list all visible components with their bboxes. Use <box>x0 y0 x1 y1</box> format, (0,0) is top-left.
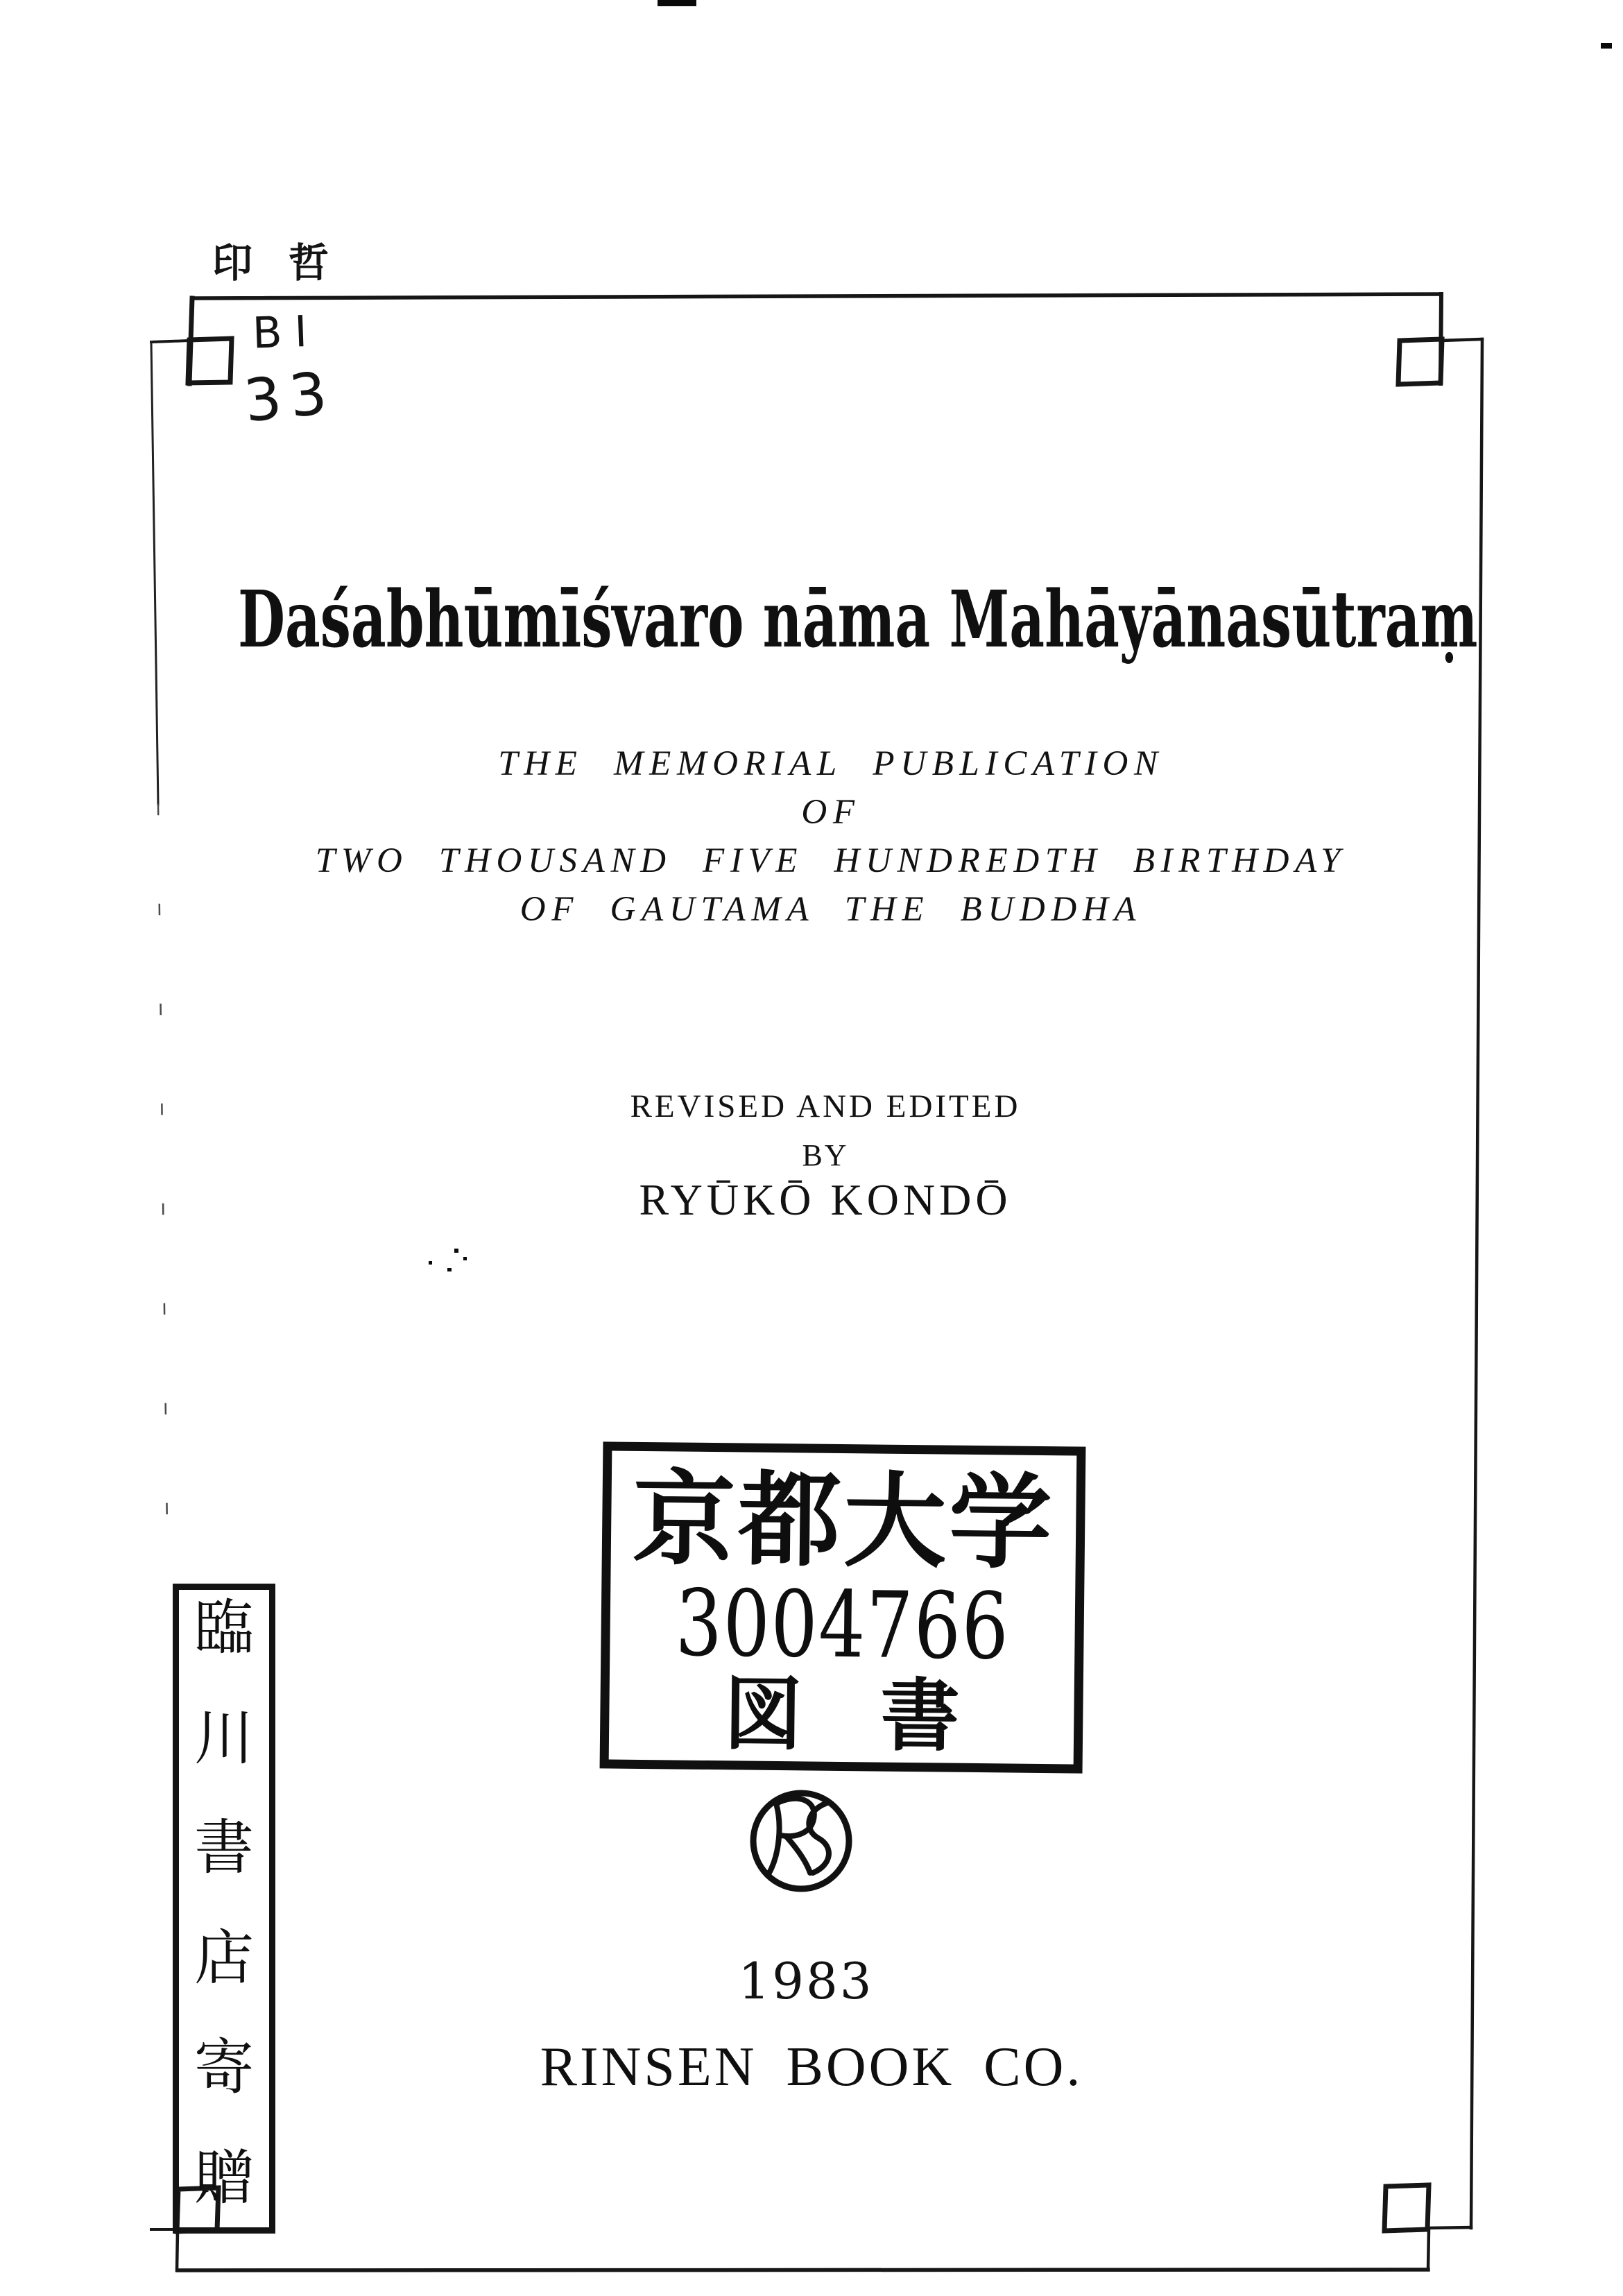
monogram-r-leg <box>787 1837 810 1873</box>
memorial-line: TWO THOUSAND FIVE HUNDREDTH BIRTHDAY <box>315 841 1347 880</box>
library-stamp-category <box>723 1668 961 1763</box>
donor-stamp-char: 川 <box>194 1703 254 1773</box>
classification-stamp <box>212 239 329 286</box>
memorial-dedication <box>19 739 1623 934</box>
frame-corner-square-top-left <box>188 339 232 383</box>
donor-stamp-char: 臨 <box>194 1593 254 1663</box>
memorial-line: THE MEMORIAL PUBLICATION <box>498 744 1164 783</box>
monogram-r-stem <box>768 1804 780 1874</box>
frame-tick-bottom-right <box>1427 2227 1471 2228</box>
handwritten-call-number-line2: 33 <box>241 358 338 436</box>
publisher-name: RINSEN BOOK CO. <box>540 2037 1083 2098</box>
monogram-s-curve <box>809 1802 830 1873</box>
library-stamp-institution: 京都大学 <box>632 1459 1056 1584</box>
library-stamp <box>600 1441 1086 1773</box>
editor-by: BY <box>802 1138 849 1172</box>
library-stamp-category-char: 書 <box>879 1669 961 1763</box>
rinsen-rs-monogram-icon <box>747 1787 855 1895</box>
donor-stamp-char: 贈 <box>194 2143 254 2213</box>
frame-tick-top-right <box>1441 339 1482 341</box>
classification-stamp-char: 哲 <box>289 239 329 286</box>
library-stamp-accession-number: 3004766 <box>675 1570 1011 1681</box>
frame-corner-square-bottom-right <box>1384 2185 1429 2231</box>
publication-year: 1983 <box>738 1952 874 2010</box>
frame-bottom-right-edge <box>1428 2229 1429 2270</box>
donor-stamp-char: 店 <box>194 1923 254 1993</box>
frame-left-border <box>151 342 158 805</box>
donor-stamp <box>173 1584 275 2234</box>
memorial-line: OF <box>801 793 861 832</box>
editor-credit: REVISED AND EDITED <box>630 1088 1021 1124</box>
memorial-line: OF GAUTAMA THE BUDDHA <box>519 890 1142 929</box>
frame-bottom-left-edge <box>177 2231 178 2270</box>
donor-stamp-char: 寄 <box>194 2033 254 2103</box>
donor-stamp-char: 書 <box>194 1813 254 1883</box>
library-stamp-category-char: 図 <box>723 1668 804 1761</box>
frame-corner-square-top-right <box>1398 339 1442 384</box>
book-title: Daśabhūmīśvaro nāma Mahāyānasūtraṃ <box>238 574 1478 665</box>
frame-top-border <box>193 294 1441 298</box>
editor-name: RYŪKŌ KONDŌ <box>639 1175 1012 1224</box>
classification-stamp-char: 印 <box>212 239 253 286</box>
frame-tick-top-left <box>151 341 189 342</box>
handwritten-call-number-line1: BI <box>251 305 321 359</box>
